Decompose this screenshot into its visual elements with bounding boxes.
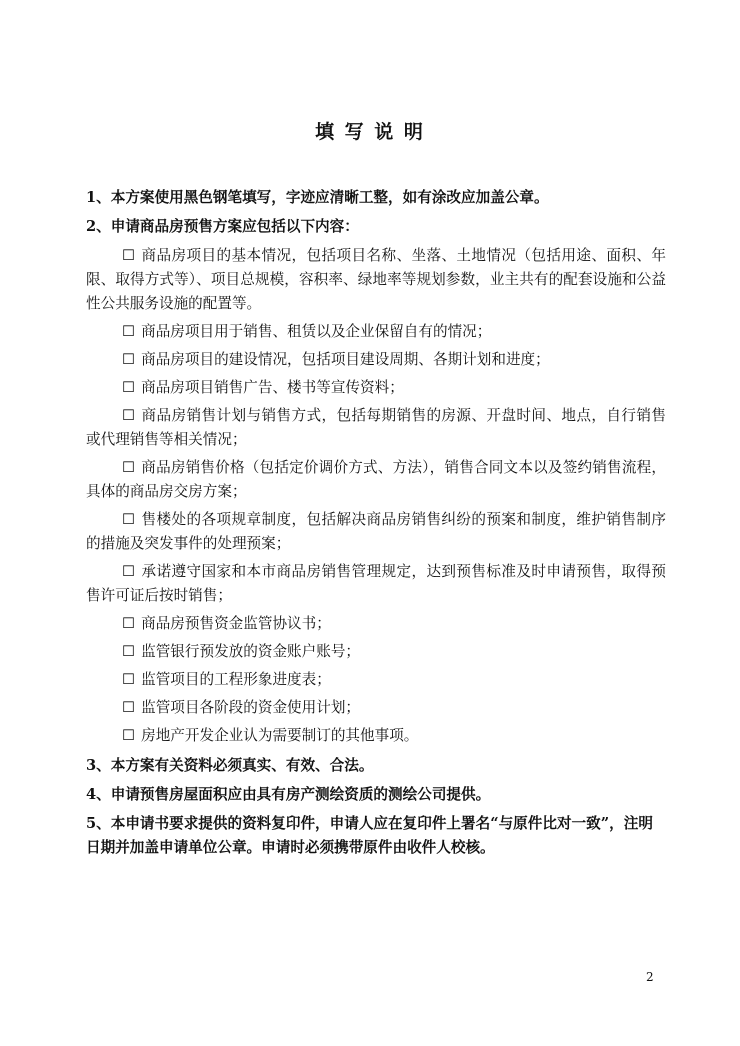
list-item-text: 商品房项目用于销售、租赁以及企业保留自有的情况； [141,323,492,340]
page-number: 2 [646,970,654,984]
list-item-text: 商品房销售价格（包括定价调价方式、方法），销售合同文本以及签约销售流程，具体的商品房交房方案； [86,459,666,500]
checkbox-icon: ☐ [122,671,136,688]
list-item [86,612,666,636]
list-item-text: 商品房销售计划与销售方式，包括每期销售的房源、开盘时间、地点，自行销售或代理销售等相关情况； [86,407,666,448]
instruction-item-4: 4、申请预售房屋面积应由具有房产测绘资质的测绘公司提供。 [86,786,491,803]
checkbox-icon: ☐ [122,699,136,716]
list-item [86,668,666,692]
checkbox-icon: ☐ [122,615,136,632]
instruction-item-1: 1、本方案使用黑色钢笔填写，字迹应清晰工整，如有涂改应加盖公章。 [86,189,549,206]
list-item-text: 商品房项目销售广告、楼书等宣传资料； [141,379,404,396]
list-item [86,320,666,344]
checkbox-icon: ☐ [122,323,136,340]
list-item-text: 承诺遵守国家和本市商品房销售管理规定，达到预售标准及时申请预售，取得预售许可证后按时销售； [86,563,666,604]
list-item-text: 商品房项目的基本情况，包括项目名称、坐落、土地情况（包括用途、面积、年限、取得方式等）、项目总规模，容积率、绿地率等规划参数，业主共有的配套设施和公益性公共服务设施的配置等。 [86,247,666,312]
instructions-body [86,186,666,865]
list-item [86,244,666,316]
checkbox-icon: ☐ [122,511,136,528]
list-item-text: 商品房项目的建设情况，包括项目建设周期、各期计划和进度； [141,351,550,368]
page-title: 填 写 说 明 [315,121,425,143]
required-contents-list [86,244,666,748]
checkbox-icon: ☐ [122,727,136,744]
list-item [86,404,666,452]
list-item [86,724,666,748]
checkbox-icon: ☐ [122,643,136,660]
instruction-item-3: 3、本方案有关资料必须真实、有效、合法。 [86,757,374,774]
list-item-text: 房地产开发企业认为需要制订的其他事项。 [141,727,419,744]
list-item [86,640,666,664]
checkbox-icon: ☐ [122,407,136,424]
list-item-text: 监管项目各阶段的资金使用计划； [141,699,361,716]
checkbox-icon: ☐ [122,563,136,580]
list-item-text: 售楼处的各项规章制度，包括解决商品房销售纠纷的预案和制度，维护销售制序的措施及突发事件的处理预案； [86,511,666,552]
list-item [86,560,666,608]
checkbox-icon: ☐ [122,247,136,264]
checkbox-icon: ☐ [122,459,136,476]
list-item-text: 监管项目的工程形象进度表； [141,671,331,688]
list-item [86,456,666,504]
checkbox-icon: ☐ [122,379,136,396]
checkbox-icon: ☐ [122,351,136,368]
list-item [86,696,666,720]
list-item-text: 监管银行预发放的资金账户账号； [141,643,361,660]
instruction-item-5: 5、本申请书要求提供的资料复印件，申请人应在复印件上署名“与原件比对一致”，注明日期并加盖申请单位公章。申请时必须携带原件由收件人校核。 [86,815,653,856]
list-item-text: 商品房预售资金监管协议书； [141,615,331,632]
instruction-item-2: 2、申请商品房预售方案应包括以下内容： [86,218,359,235]
list-item [86,376,666,400]
list-item [86,508,666,556]
list-item [86,348,666,372]
